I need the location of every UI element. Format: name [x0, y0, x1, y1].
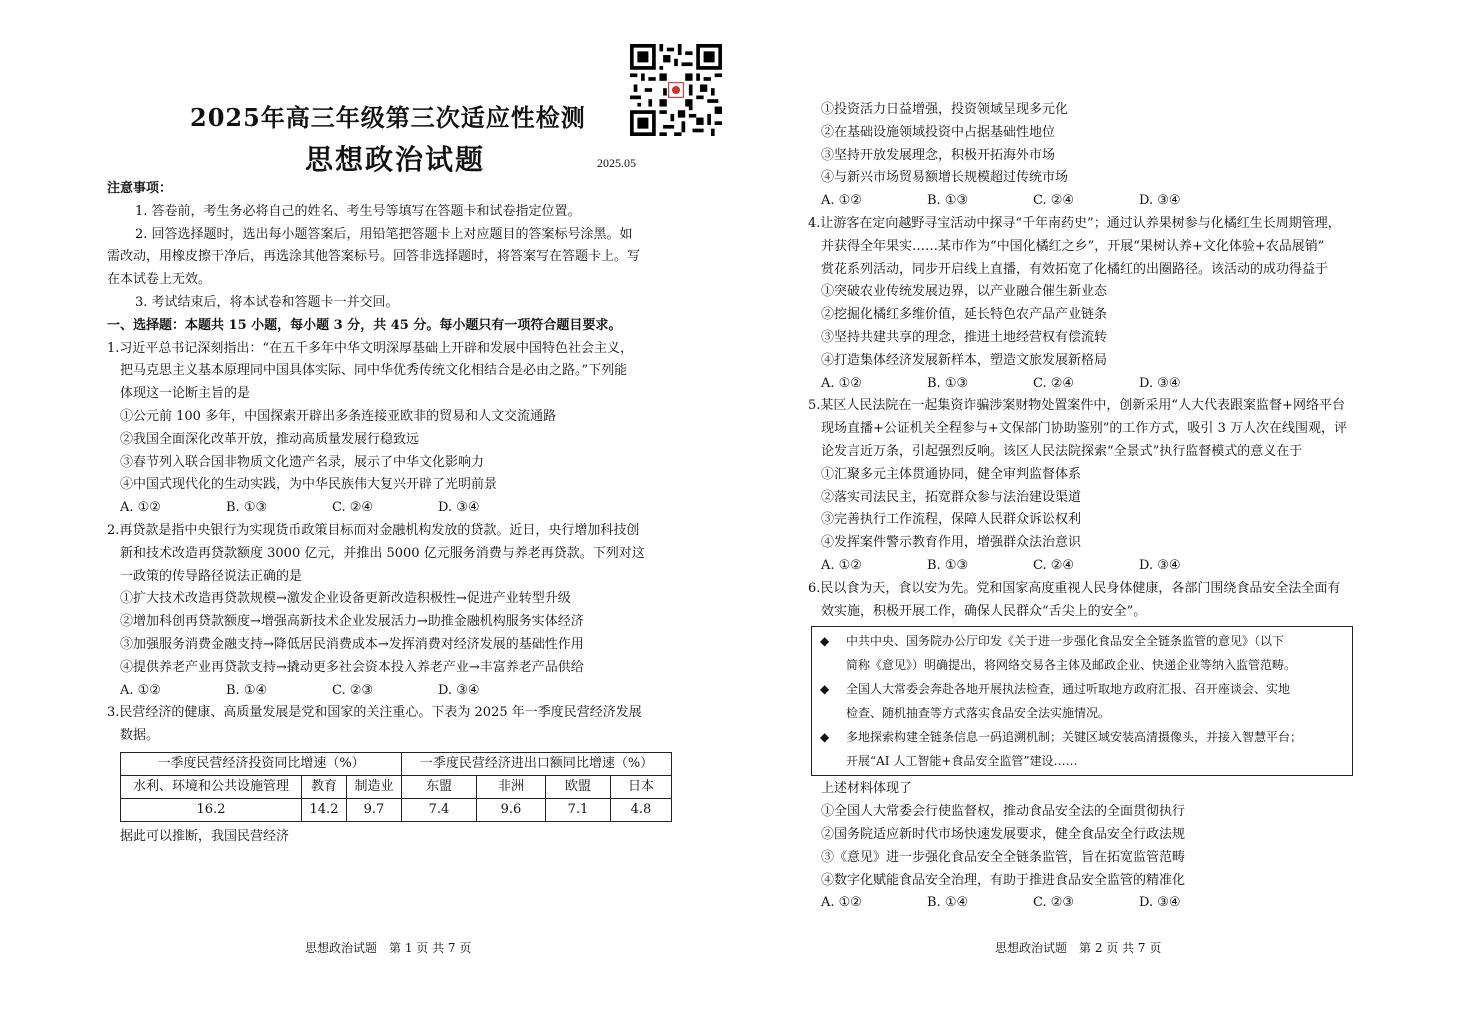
option-b: B. ①③	[927, 193, 969, 209]
answer-options	[808, 190, 1370, 213]
option-c: C. ②④	[1033, 375, 1075, 391]
question-stem: 把马克思主义基本原理同中国具体实际、同中华优秀传统文化相结合是必由之路。”下列能	[120, 363, 628, 379]
table-col-header: 日本	[611, 775, 672, 798]
page-footer-right: 思想政治试题 第 2 页 共 7 页	[995, 941, 1162, 955]
option-c: C. ②③	[1033, 895, 1075, 911]
option-d: D. ③④	[1139, 193, 1181, 209]
statement: ①公元前 100 多年，中国探索开辟出多条连接亚欧非的贸易和人文交流通路	[120, 408, 557, 424]
answer-options	[808, 373, 1370, 396]
question-stem: 效实施，积极开展工作，确保人民群众“舌尖上的安全”。	[821, 603, 1147, 619]
statement: ④发挥案件警示教育作用，增强群众法治意识	[821, 535, 1082, 551]
question-stem: 赏花系列活动，同步开启线上直播，有效拓宽了化橘红的出圈路径。该活动的成功得益于	[821, 261, 1329, 277]
material-text: 中共中央、国务院办公厅印发《关于进一步强化食品安全全链条监管的意见》（以下	[846, 634, 1285, 649]
table-cell: 9.7	[347, 798, 402, 821]
table-cell: 7.1	[546, 798, 611, 821]
question-stem: 3.民营经济的健康、高质量发展是党和国家的关注重心。下表为 2025 年一季度民营经济发展	[107, 705, 642, 721]
question-stem: 2.再贷款是指中央银行为实现货币政策目标而对金融机构发放的贷款。近日，央行增加科技创	[107, 522, 640, 538]
statement: ②在基础设施领域投资中占据基础性地位	[821, 124, 1056, 140]
option-d: D. ③④	[1139, 557, 1181, 573]
option-d: D. ③④	[1139, 895, 1181, 911]
notice-item: 3. 考试结束后，将本试卷和答题卡一并交回。	[135, 294, 399, 310]
option-a: A. ①②	[120, 682, 161, 698]
table-col-header: 东盟	[402, 775, 477, 798]
statement: ③坚持共建共享的理念，推进土地经营权有偿流转	[821, 329, 1108, 345]
table-cell: 16.2	[121, 798, 302, 821]
exam-title: 2025年高三年级第三次适应性检测	[190, 103, 586, 132]
statement: ④提供养老产业再贷款支持→撬动更多社会资本投入养老产业→丰富养老产品供给	[120, 659, 584, 675]
table-group-header: 一季度民营经济进出口额同比增速（%）	[402, 752, 672, 775]
statement: ③完善执行工作流程，保障人民群众诉讼权利	[821, 512, 1082, 528]
option-b: B. ①④	[226, 682, 268, 698]
table-cell: 9.6	[477, 798, 546, 821]
notice-item: 在本试卷上无效。	[107, 272, 212, 288]
material-text: 全国人大常委会奔赴各地开展执法检查，通过听取地方政府汇报、召开座谈会、实地	[846, 682, 1291, 697]
diamond-bullet-icon: ◆	[820, 682, 830, 697]
option-b: B. ①③	[226, 500, 268, 516]
statement: ④打造集体经济发展新样本，塑造文旅发展新格局	[821, 352, 1108, 368]
statement: ③加强服务消费金融支持→降低居民消费成本→发挥消费对经济发展的基础性作用	[120, 636, 584, 652]
statement: ①全国人大常委会行使监督权，推动食品安全法的全面贯彻执行	[821, 804, 1186, 820]
right-column	[808, 99, 1370, 915]
option-a: A. ①②	[120, 500, 161, 516]
statement: ③《意见》进一步强化食品安全全链条监管，旨在拓宽监管范畴	[821, 849, 1186, 865]
material-box	[811, 626, 1353, 776]
statement: ④中国式现代化的生动实践，为中华民族伟大复兴开辟了光明前景	[120, 477, 498, 493]
statement: ④数字化赋能食品安全治理，有助于推进食品安全监管的精准化	[821, 872, 1186, 888]
table-cell: 14.2	[302, 798, 347, 821]
option-c: C. ②④	[332, 500, 374, 516]
notice-heading: 注意事项：	[107, 181, 173, 196]
answer-options	[808, 555, 1370, 578]
table-col-header: 非洲	[477, 775, 546, 798]
statement: ③坚持开放发展理念，积极开拓海外市场	[821, 147, 1056, 163]
table-col-header: 水利、环境和公共设施管理	[121, 775, 302, 798]
statement: ①扩大技术改造再贷款规模→激发企业设备更新改造积极性→促进产业转型升级	[120, 591, 571, 607]
statement: ①投资活力日益增强，投资领域呈现多元化	[821, 102, 1069, 117]
question-stem: 6.民以食为天，食以安为先。党和国家高度重视人民身体健康，各部门围绕食品安全法全面有	[808, 580, 1341, 596]
answer-options	[107, 680, 679, 703]
statement: ②我国全面深化改革开放，推动高质量发展行稳致远	[120, 431, 420, 447]
option-b: B. ①③	[927, 375, 969, 391]
notice-item: 2. 回答选择题时，选出每小题答案后，用铅笔把答题卡上对应题目的答案标号涂黑。如	[135, 226, 633, 242]
option-d: D. ③④	[1139, 375, 1181, 391]
answer-options	[808, 892, 1370, 915]
table-group-header: 一季度民营经济投资同比增速（%）	[121, 752, 402, 775]
left-column	[107, 178, 679, 849]
table-cell: 7.4	[402, 798, 477, 821]
exam-date: 2025.05	[597, 156, 636, 170]
option-b: B. ①④	[927, 895, 969, 911]
statement: ②挖掘化橘红多维价值，延长特色农产品产业链条	[821, 307, 1108, 323]
question-stem: 新和技术改造再贷款额度 3000 亿元，并推出 5000 亿元服务消费与养老再贷款。下列对这	[120, 545, 645, 561]
statement: ③春节列入联合国非物质文化遗产名录，展示了中华文化影响力	[120, 454, 485, 470]
material-text: 简称《意见》）明确提出，将网络交易各主体及邮政企业、快递企业等纳入监管范畴。	[846, 658, 1297, 673]
option-a: A. ①②	[821, 557, 862, 573]
qr-code-icon	[630, 44, 722, 136]
question-stem: 数据。	[120, 728, 160, 744]
question-stem: 据此可以推断，我国民营经济	[120, 828, 290, 844]
table-col-header: 制造业	[347, 775, 402, 798]
statement: ②国务院适应新时代市场快速发展要求，健全食品安全行政法规	[821, 826, 1186, 842]
section-heading: 一、选择题：本题共 15 小题，每小题 3 分，共 45 分。每小题只有一项符合题目要求。	[107, 317, 622, 333]
option-c: C. ②③	[332, 682, 374, 698]
question-stem: 上述材料体现了	[821, 781, 913, 797]
material-text: 检查、随机抽查等方式落实食品安全法实施情况。	[846, 706, 1111, 721]
statement: ①汇聚多元主体贯通协同，健全审判监督体系	[821, 466, 1082, 482]
page-footer-left: 思想政治试题 第 1 页 共 7 页	[305, 941, 472, 955]
material-text: 开展“AI 人工智能+食品安全监管”建设……	[846, 754, 1078, 769]
notice-item: 需改动，用橡皮擦干净后，再选涂其他答案标号。回答非选择题时，将答案写在答题卡上。写	[107, 249, 641, 265]
table-cell: 4.8	[611, 798, 672, 821]
statement: ④与新兴市场贸易额增长规模超过传统市场	[821, 170, 1069, 186]
notice-item: 1. 答卷前，考生务必将自己的姓名、考生号等填写在答题卡和试卷指定位置。	[135, 203, 581, 219]
statement: ②增加科创再贷款额度→增强高新技术企业发展活力→助推金融机构服务实体经济	[120, 614, 584, 630]
question-stem: 体现这一论断主旨的是	[120, 386, 251, 402]
option-c: C. ②④	[1033, 193, 1075, 209]
statement: ①突破农业传统发展边界，以产业融合催生新业态	[821, 284, 1108, 300]
table-col-header: 欧盟	[546, 775, 611, 798]
diamond-bullet-icon: ◆	[820, 634, 830, 649]
diamond-bullet-icon: ◆	[820, 730, 830, 745]
question-stem: 并获得全年果实……某市作为“中国化橘红之乡”，开展“果树认养+文化体验+农品展销”	[821, 238, 1325, 254]
data-table	[120, 752, 672, 822]
material-text: 多地探索构建全链条信息一码追溯机制；关键区域安装高清摄像头，并接入智慧平台；	[846, 730, 1303, 745]
question-stem: 一政策的传导路径说法正确的是	[120, 568, 303, 584]
option-c: C. ②④	[1033, 557, 1075, 573]
question-stem: 4.让游客在定向越野寻宝活动中探寻“千年南药史”；通过认养果树参与化橘红生长周期管理，	[808, 215, 1341, 231]
option-a: A. ①②	[821, 375, 862, 391]
table-col-header: 教育	[302, 775, 347, 798]
option-a: A. ①②	[821, 193, 862, 209]
option-d: D. ③④	[438, 500, 480, 516]
statement: ②落实司法民主，拓宽群众参与法治建设渠道	[821, 489, 1082, 505]
question-stem: 现场直播+公证机关全程参与+文保部门协助鉴别”的工作方式，吸引 3 万人次在线围观，评	[821, 421, 1347, 437]
question-stem: 1.习近平总书记深刻指出：“在五千多年中华文明深厚基础上开辟和发展中国特色社会主义，	[107, 340, 634, 356]
option-d: D. ③④	[438, 682, 480, 698]
question-stem: 5.某区人民法院在一起集资诈骗涉案财物处置案件中，创新采用“人大代表跟案监督+网络平台	[808, 398, 1345, 414]
answer-options	[107, 497, 679, 520]
option-b: B. ①③	[927, 557, 969, 573]
subject-title: 思想政治试题	[305, 143, 486, 176]
option-a: A. ①②	[821, 895, 862, 911]
question-stem: 论发言近万条，引起强烈反响。该区人民法院探索“全景式”执行监督模式的意义在于	[821, 443, 1303, 459]
